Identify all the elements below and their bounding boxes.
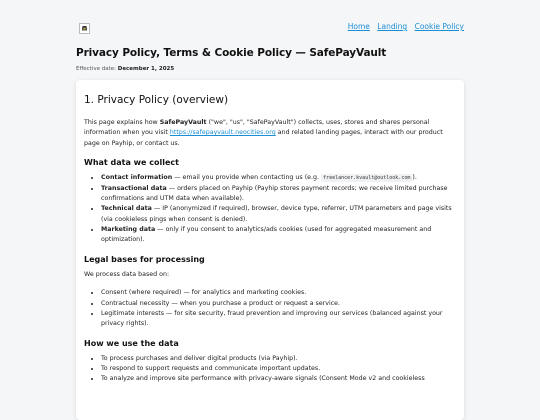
item-label: Contact information — [101, 174, 173, 182]
item-text: — email you provide when contacting us (e.g. — [172, 174, 322, 182]
site-link[interactable]: https://safepayvault.neocities.org — [169, 129, 276, 137]
list-item — [101, 225, 455, 246]
intro-text-2: ("we", "us", "SafePayVault") collects, uses, stores and shares personal information when you visit — [84, 119, 430, 137]
top-bar — [0, 0, 540, 40]
list-item: • To process purchases and deliver digital products (via Payhip). — [101, 354, 455, 364]
item-label: Technical data — [101, 205, 152, 213]
legal-list — [84, 288, 455, 330]
top-nav — [343, 22, 464, 31]
use-list — [84, 354, 455, 385]
item-text: — orders placed on Payhip (Payhip stores payment records; we receive limited purchase confirmations and UTM data when available). — [101, 184, 448, 202]
subheading-how-we-use: How we use the data — [84, 338, 179, 348]
legal-intro: We process data based on: — [84, 270, 170, 278]
collect-list — [84, 173, 455, 246]
item-text: ). — [412, 174, 417, 182]
policy-card — [76, 80, 464, 420]
effective-date-label: Effective date: — [76, 66, 116, 72]
list-item — [101, 204, 455, 225]
list-item: • Consent (where required) — for analytics and marketing cookies. — [101, 288, 455, 298]
list-item: • To analyze and improve site performance with privacy-aware signals (Consent Mode v2 and cookieless — [101, 374, 455, 384]
list-item: • Legitimate interests — for site security, fraud prevention and improving our services (balanced against your privacy rights). — [101, 309, 455, 330]
nav-link-cookie-policy[interactable]: Cookie Policy — [414, 22, 464, 31]
effective-date-value: December 1, 2025 — [117, 66, 175, 72]
item-label: Transactional data — [101, 184, 167, 192]
list-item — [101, 173, 455, 183]
page-title: Privacy Policy, Terms & Cookie Policy — SafePayVault — [76, 47, 387, 59]
list-item: • To respond to support requests and communicate important updates. — [101, 364, 455, 374]
intro-brand: SafePayVault — [159, 119, 207, 126]
item-text: — IP (anonymized if required), browser, device type, referrer, UTM parameters and page visits (via cookieless pings when consent is denied). — [101, 205, 452, 223]
list-item: • Contractual necessity — when you purchase a product or request a service. — [101, 299, 455, 309]
effective-date — [76, 66, 174, 72]
item-text: — only if you consent to analytics/ads cookies (used for aggregated measurement and optimization). — [101, 226, 432, 244]
intro-paragraph — [84, 118, 455, 149]
intro-text-3: and related landing pages, interact with our product page on Payhip, or contact us. — [84, 129, 443, 147]
section-heading-privacy-overview: 1. Privacy Policy (overview) — [84, 94, 229, 106]
contact-email-code: freelancer.kvault@outlook.com — [323, 175, 411, 182]
safe-vault-logo-icon[interactable] — [79, 23, 90, 34]
list-item — [101, 184, 455, 205]
intro-text-1: This page explains how — [84, 119, 160, 126]
subheading-what-data: What data we collect — [84, 158, 179, 168]
subheading-legal-bases: Legal bases for processing — [84, 254, 205, 264]
nav-link-home[interactable]: Home — [347, 22, 370, 31]
item-label: Marketing data — [101, 226, 156, 233]
nav-link-landing[interactable]: Landing — [377, 22, 408, 31]
